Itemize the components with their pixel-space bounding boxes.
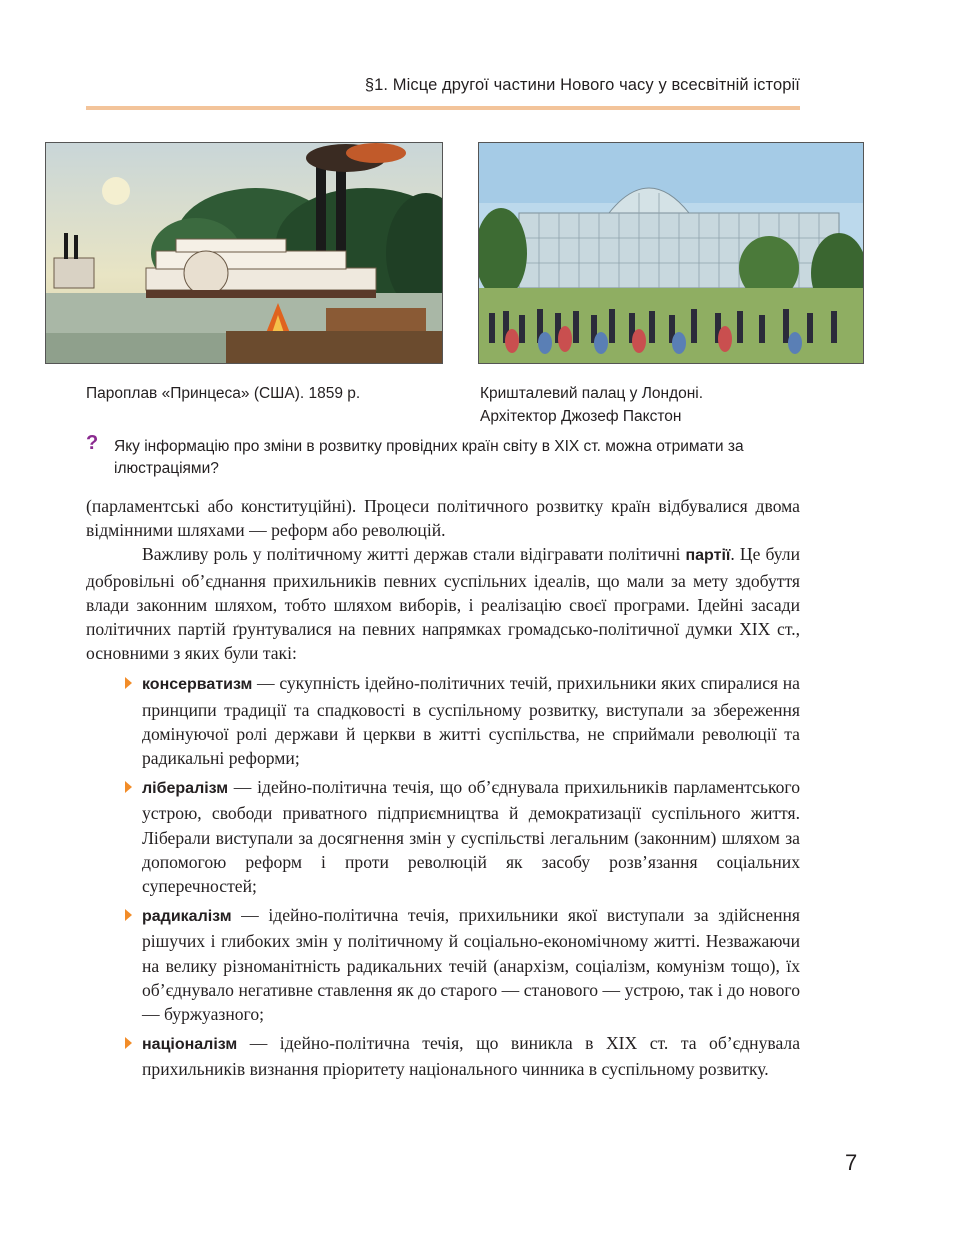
definition: — ідейно-політична течія, що об’єднувала прихильників парламентського устрою, свободи приватного підприємництва й демократизації суспільного життя. Ліберали виступали за досягнення змін у суспільстві легальним (законним) шляхом за допомогою реформ і проти революцій як засобу розв’язання соціальних суперечностей; [142,777,800,897]
main-text [86,494,800,1087]
list-item [142,775,800,898]
bullet-arrow-icon [125,1037,132,1049]
definition: — сукупність ідейно-політичних течій, прихильники яких спиралися на принципи традиції та спадковості в суспільному розвитку, виступали за збереження домінуючої ролі держави й церкви в житті суспільства, не сприймали революції та радикальні реформи; [142,673,800,769]
illustration-question: Яку інформацію про зміни в розвитку провідних країн світу в XIX ст. можна отримати за ілюстраціями? [114,438,744,477]
term-parties: партії [685,547,731,565]
figure-caption-crystal-palace [480,382,840,428]
bullet-arrow-icon [125,677,132,689]
paragraph: (парламентські або конституційні). Процеси політичного розвитку країн відбувалися двома відмінними шляхами — реформ або революцій. [86,496,800,541]
bullet-arrow-icon [125,909,132,921]
term-nationalism: націоналізм [142,1036,238,1054]
list-item [142,1031,800,1081]
text-run: Важливу роль у політичному житті держав стали відігравати політичні [142,544,686,565]
text-run: . Це були добровільні об’єднання прихильників певних суспільних ідеалів, що мали за мету здобуття влади законним шляхом, тобто шляхом виборів, і реалізацію своєї програми. Ідейні засади політичних партій ґрунтувалися на певних напрямках громадсько-політичної думки XIX ст., основними з яких були такі: [86,544,800,664]
definition: — ідейно-політична течія, що виникла в XIX ст. та об’єднувала прихильників визнання пріоритету національного чинника в суспільному розвитку. [142,1033,800,1080]
header-rule [86,106,800,110]
steamboat-illustration [45,142,443,364]
crystal-palace-illustration [478,142,864,364]
running-header: §1. Місце другої частини Нового часу у всесвітній історії [364,76,800,94]
caption-line: Архітектор Джозеф Пакстон [480,408,682,425]
term-liberalism: лібералізм [142,780,229,798]
definition: — ідейно-політична течія, прихильники якої виступали за здійснення рішучих і глибоких змін у політичному й соціально-економічному житті. Незважаючи на велику різноманітність радикальних течій (анархізм, соціалізм, комунізм тощо), їх об’єднувало негативне ставлення як до старого — станового — устрою, так і до нового — буржуазного; [142,905,800,1025]
question-mark-icon: ? [86,432,99,454]
term-conservatism: консерватизм [142,676,253,694]
figure-caption-steamboat: Пароплав «Принцеса» (США). 1859 р. [86,385,361,402]
caption-line: Кришталевий палац у Лондоні. [480,385,704,402]
ideology-list [86,671,800,1081]
page-number: 7 [845,1150,858,1175]
paragraph [86,542,800,665]
term-radicalism: радикалізм [142,908,232,926]
list-item [142,671,800,770]
bullet-arrow-icon [125,781,132,793]
list-item [142,903,800,1026]
